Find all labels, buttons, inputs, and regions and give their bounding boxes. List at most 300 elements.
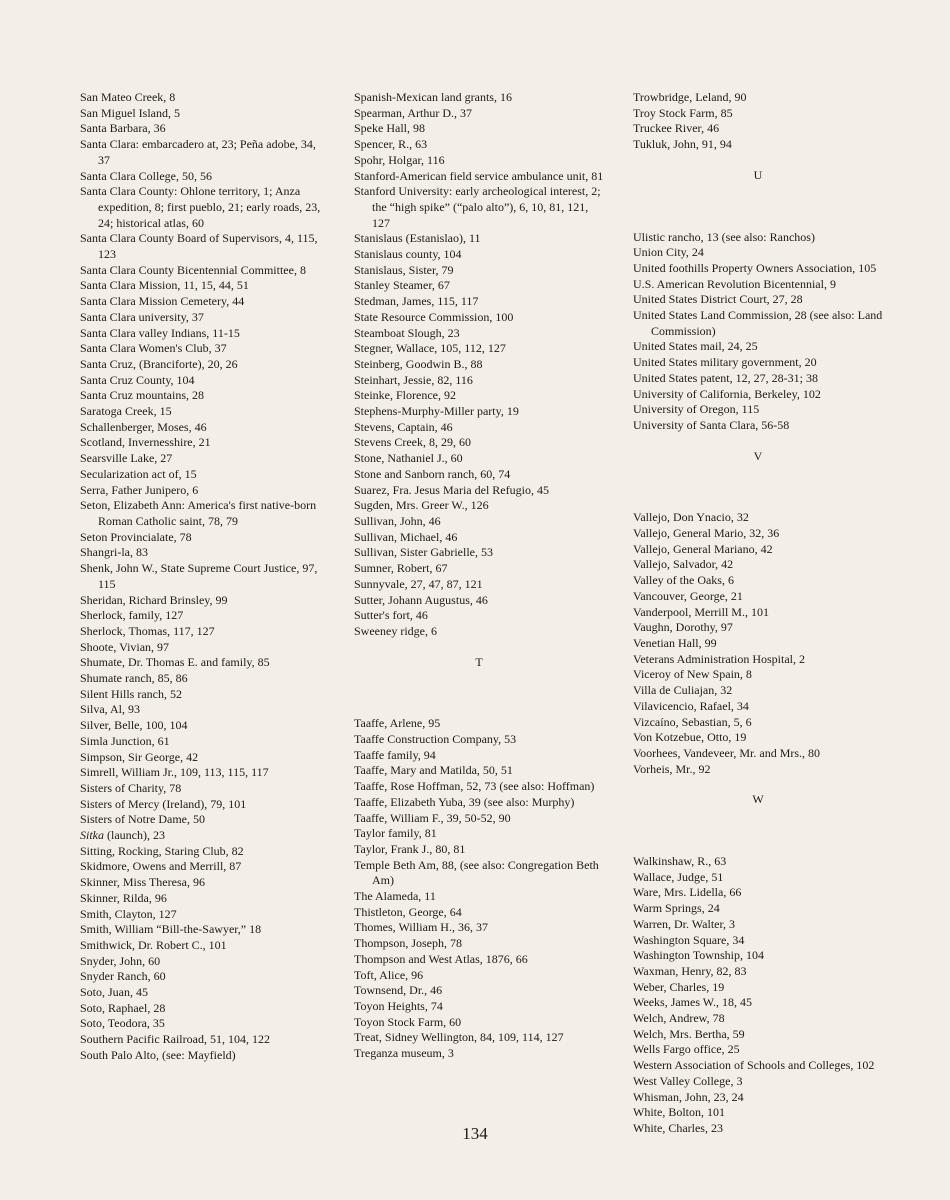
entry-text: Temple Beth Am, 88, (see also: Congregation Beth Am) [354, 857, 599, 888]
index-entry [354, 983, 604, 999]
entry-text: Sumner, Robert, 67 [354, 561, 448, 576]
entry-text: United States Land Commission, 28 (see also: Land Commission) [633, 308, 883, 338]
index-entry [80, 734, 330, 750]
index-entry [354, 608, 604, 624]
index-entry [633, 854, 883, 870]
index-entry [633, 933, 883, 949]
index-entry [80, 278, 330, 294]
entry-text: Toyon Heights, 74 [354, 998, 443, 1013]
index-entry [633, 1074, 883, 1090]
index-column-1 [80, 90, 330, 1064]
entry-text: Secularization act of, 15 [80, 466, 197, 481]
index-entry [80, 1016, 330, 1032]
index-entry [354, 451, 604, 467]
entry-text: Sullivan, Sister Gabrielle, 53 [354, 545, 493, 560]
entry-text: Steamboat Slough, 23 [354, 325, 460, 340]
entry-text: Sutter's fort, 46 [354, 608, 428, 623]
entry-text: South Palo Alto, (see: Mayfield) [80, 1047, 236, 1062]
index-entry [354, 842, 604, 858]
entry-text: Smith, William “Bill-the-Sawyer,” 18 [80, 922, 262, 937]
index-entry [354, 153, 604, 169]
entry-text: Stegner, Wallace, 105, 112, 127 [354, 341, 506, 356]
index-entry [80, 137, 330, 168]
index-entry [80, 231, 330, 262]
entry-text: Vilavicencio, Rafael, 34 [633, 698, 749, 713]
index-entry [354, 121, 604, 137]
index-entry [633, 542, 883, 558]
index-entry [80, 624, 330, 640]
index-entry [80, 326, 330, 342]
section-letter: U [753, 167, 763, 182]
index-entry [354, 231, 604, 247]
entry-text: Skidmore, Owens and Merrill, 87 [80, 859, 242, 874]
entry-text: Sherlock, Thomas, 117, 127 [80, 623, 215, 638]
entry-text: Troy Stock Farm, 85 [633, 105, 733, 120]
entry-text: U.S. American Revolution Bicentennial, 9 [633, 276, 836, 291]
entry-text: Santa Cruz mountains, 28 [80, 388, 204, 403]
index-column-2 [354, 90, 604, 1062]
index-entry [354, 278, 604, 294]
entry-text: Snyder, John, 60 [80, 953, 161, 968]
index-entry [354, 467, 604, 483]
entry-text: Santa Clara County: Ohlone territory, 1; Anza expedition, 8; first pueblo, 21; early roads, 23, 24; historical atlas, 60 [80, 184, 321, 230]
entry-text: Santa Clara valley Indians, 11-15 [80, 325, 240, 340]
entry-text: Steinke, Florence, 92 [354, 388, 456, 403]
index-entry [80, 341, 330, 357]
entry-text: Whisman, John, 23, 24 [633, 1089, 744, 1104]
entry-text: Vallejo, Salvador, 42 [633, 557, 734, 572]
entry-text: Sugden, Mrs. Greer W., 126 [354, 498, 489, 513]
index-entry [633, 620, 883, 636]
entry-text: Searsville Lake, 27 [80, 451, 173, 466]
index-entry [80, 530, 330, 546]
entry-text: Skinner, Miss Theresa, 96 [80, 875, 205, 890]
entry-text: Simrell, William Jr., 109, 113, 115, 117 [80, 765, 269, 780]
entry-text: Tukluk, John, 91, 94 [633, 137, 732, 152]
entry-text: Steinhart, Jessie, 82, 116 [354, 372, 473, 387]
index-entry [354, 388, 604, 404]
entry-text: Sunnyvale, 27, 47, 87, 121 [354, 576, 483, 591]
entry-text: Soto, Juan, 45 [80, 985, 149, 1000]
entry-text: Stanford-American field service ambulance unit, 81 [354, 168, 604, 183]
index-entry [633, 526, 883, 542]
entry-text: Valley of the Oaks, 6 [633, 573, 734, 588]
entry-text: Smith, Clayton, 127 [80, 906, 177, 921]
entry-text: University of Santa Clara, 56-58 [633, 417, 790, 432]
index-entry [354, 561, 604, 577]
entry-text: Treat, Sidney Wellington, 84, 109, 114, 127 [354, 1030, 564, 1045]
index-entry [80, 90, 330, 106]
entry-text: Western Association of Schools and Colleges, 102 [633, 1058, 875, 1073]
entry-text: Simla Junction, 61 [80, 733, 170, 748]
entry-text: Sutter, Johann Augustus, 46 [354, 592, 488, 607]
index-entry [354, 263, 604, 279]
index-entry [80, 640, 330, 656]
index-entry [354, 310, 604, 326]
entry-text: United States military government, 20 [633, 355, 817, 370]
index-entry [80, 875, 330, 891]
entry-text: Vallejo, General Mariano, 42 [633, 541, 773, 556]
index-entry [633, 339, 883, 355]
index-entry [80, 294, 330, 310]
index-entry [633, 418, 883, 434]
entry-text: Sullivan, John, 46 [354, 513, 441, 528]
index-entry [80, 420, 330, 436]
index-entry [354, 999, 604, 1015]
page-number: 134 [462, 1124, 488, 1143]
italic-title: Sitka [80, 828, 104, 843]
index-entry [354, 920, 604, 936]
entry-text: Silent Hills ranch, 52 [80, 686, 182, 701]
index-entry [633, 1042, 883, 1058]
entry-text: West Valley College, 3 [633, 1073, 743, 1088]
entry-text: Southern Pacific Railroad, 51, 104, 122 [80, 1032, 270, 1047]
index-entry [80, 687, 330, 703]
entry-text: Toft, Alice, 96 [354, 967, 424, 982]
entry-text: Thompson and West Atlas, 1876, 66 [354, 951, 528, 966]
index-entry [633, 1105, 883, 1121]
index-entry [354, 247, 604, 263]
index-entry [80, 891, 330, 907]
entry-text: Shumate ranch, 85, 86 [80, 671, 188, 686]
index-entry [354, 779, 604, 795]
index-entry [80, 373, 330, 389]
entry-text: Taylor family, 81 [354, 826, 437, 841]
index-entry [354, 530, 604, 546]
entry-text: Stephens-Murphy-Miller party, 19 [354, 404, 519, 419]
index-entry [80, 467, 330, 483]
entry-text: Wells Fargo office, 25 [633, 1042, 740, 1057]
index-entry [354, 905, 604, 921]
entry-text: San Miguel Island, 5 [80, 105, 180, 120]
entry-text: Shoote, Vivian, 97 [80, 639, 170, 654]
entry-text: State Resource Commission, 100 [354, 309, 514, 324]
entry-text: Toyon Stock Farm, 60 [354, 1014, 462, 1029]
entry-text: Truckee River, 46 [633, 121, 720, 136]
index-entry [354, 404, 604, 420]
entry-text: Saratoga Creek, 15 [80, 404, 172, 419]
index-entry [354, 936, 604, 952]
section-letter: V [753, 448, 763, 463]
index-entry [633, 715, 883, 731]
entry-text: Smithwick, Dr. Robert C., 101 [80, 937, 227, 952]
index-entry [354, 373, 604, 389]
index-entry [633, 1090, 883, 1106]
index-entry [80, 844, 330, 860]
index-entry [633, 699, 883, 715]
index-entry [633, 652, 883, 668]
index-entry [354, 90, 604, 106]
index-entry [80, 797, 330, 813]
entry-text: Ware, Mrs. Lidella, 66 [633, 885, 742, 900]
index-entry [633, 121, 883, 137]
entry-text: Scotland, Invernesshire, 21 [80, 435, 211, 450]
index-entry [80, 593, 330, 609]
entry-text: Shumate, Dr. Thomas E. and family, 85 [80, 655, 270, 670]
entry-text: Waxman, Henry, 82, 83 [633, 963, 747, 978]
index-entry [633, 964, 883, 980]
entry-text: Sisters of Mercy (Ireland), 79, 101 [80, 796, 247, 811]
index-entry [80, 985, 330, 1001]
index-entry [354, 498, 604, 514]
index-entry [80, 969, 330, 985]
entry-text: Ulistic rancho, 13 (see also: Ranchos) [633, 229, 815, 244]
index-entry [354, 1030, 604, 1046]
entry-text: Silver, Belle, 100, 104 [80, 718, 188, 733]
entry-text: Santa Cruz, (Branciforte), 20, 26 [80, 356, 238, 371]
entry-text: Schallenberger, Moses, 46 [80, 419, 207, 434]
index-entry [633, 355, 883, 371]
index-entry [633, 636, 883, 652]
index-entry [633, 245, 883, 261]
index-entry [354, 858, 604, 889]
index-entry [354, 811, 604, 827]
entry-text: Townsend, Dr., 46 [354, 983, 443, 998]
entry-text: Villa de Culiajan, 32 [633, 683, 733, 698]
index-entry [80, 608, 330, 624]
entry-text: Shenk, John W., State Supreme Court Justice, 97, 115 [80, 561, 318, 591]
index-entry [80, 121, 330, 137]
index-entry [80, 404, 330, 420]
index-entry [354, 1015, 604, 1031]
index-entry [80, 545, 330, 561]
index-entry [354, 545, 604, 561]
index-entry [80, 1001, 330, 1017]
index-entry [80, 828, 330, 844]
entry-text: Soto, Raphael, 28 [80, 1000, 166, 1015]
index-entry [80, 263, 330, 279]
entry-text: Taaffe, Elizabeth Yuba, 39 (see also: Murphy) [354, 794, 575, 809]
entry-text: Stone, Nathaniel J., 60 [354, 451, 463, 466]
entry-text: Treganza museum, 3 [354, 1046, 454, 1061]
entry-text: Taaffe, William F., 39, 50-52, 90 [354, 810, 511, 825]
index-entry [633, 746, 883, 762]
index-entry [80, 922, 330, 938]
entry-text: Silva, Al, 93 [80, 702, 141, 717]
index-entry [80, 718, 330, 734]
entry-text: Suarez, Fra. Jesus Maria del Refugio, 45 [354, 482, 549, 497]
index-entry [633, 261, 883, 277]
index-entry [80, 1032, 330, 1048]
entry-text: Stanislaus, Sister, 79 [354, 262, 454, 277]
entry-text: Stanford University: early archeological interest, 2; the “high spike” (“palo alto”), 6, 10, 81, 121, 127 [354, 184, 601, 230]
entry-text: Thistleton, George, 64 [354, 904, 462, 919]
entry-text: Sisters of Notre Dame, 50 [80, 812, 205, 827]
index-entry [354, 1046, 604, 1062]
entry-text: Trowbridge, Leland, 90 [633, 90, 747, 104]
index-entry [80, 702, 330, 718]
index-entry [80, 859, 330, 875]
entry-text: United States District Court, 27, 28 [633, 292, 803, 307]
index-entry [633, 557, 883, 573]
entry-text: Stanislaus (Estanislao), 11 [354, 231, 481, 246]
index-entry [354, 184, 604, 231]
entry-text: San Mateo Creek, 8 [80, 90, 176, 104]
entry-text: Vancouver, George, 21 [633, 588, 743, 603]
entry-text: Spanish-Mexican land grants, 16 [354, 90, 512, 104]
entry-text: Seton, Elizabeth Ann: America's first native-born Roman Catholic saint, 78, 79 [80, 498, 317, 528]
entry-text: Santa Clara university, 37 [80, 309, 204, 324]
entry-text: Vallejo, Don Ynacio, 32 [633, 510, 749, 525]
index-entry [354, 748, 604, 764]
index-entry [633, 137, 883, 153]
index-entry [633, 948, 883, 964]
index-entry [80, 561, 330, 592]
entry-text: Taaffe, Mary and Matilda, 50, 51 [354, 763, 513, 778]
entry-text: Thomes, William H., 36, 37 [354, 920, 488, 935]
index-entry [633, 1011, 883, 1027]
index-entry [80, 169, 330, 185]
index-entry [633, 402, 883, 418]
index-entry [633, 230, 883, 246]
entry-text: Stevens, Captain, 46 [354, 419, 453, 434]
entry-text: Stanislaus county, 104 [354, 247, 462, 262]
index-entry [80, 106, 330, 122]
index-entry [633, 885, 883, 901]
index-entry [80, 388, 330, 404]
index-entry [633, 510, 883, 526]
entry-text: Taaffe, Arlene, 95 [354, 716, 441, 731]
index-column-3 [633, 90, 883, 1137]
index-entry [80, 451, 330, 467]
entry-text: Santa Clara College, 50, 56 [80, 168, 212, 183]
index-entry [633, 980, 883, 996]
entry-text: Venetian Hall, 99 [633, 635, 717, 650]
entry-text: Sherlock, family, 127 [80, 608, 184, 623]
index-entry [354, 294, 604, 310]
entry-text: Santa Clara Mission, 11, 15, 44, 51 [80, 278, 249, 293]
entry-text: Washington Square, 34 [633, 932, 745, 947]
index-entry [633, 1058, 883, 1074]
entry-text: University of Oregon, 115 [633, 402, 760, 417]
entry-text: Taaffe Construction Company, 53 [354, 732, 517, 747]
index-entry [633, 106, 883, 122]
index-entry [633, 917, 883, 933]
section-letter: T [475, 654, 483, 669]
index-entry [354, 169, 604, 185]
index-entry [80, 498, 330, 529]
entry-text: Spohr, Holgar, 116 [354, 152, 445, 167]
entry-text: Veterans Administration Hospital, 2 [633, 651, 805, 666]
entry-text: Stanley Steamer, 67 [354, 278, 450, 293]
index-entry [80, 1048, 330, 1064]
entry-text: Sullivan, Michael, 46 [354, 529, 458, 544]
index-entry [354, 357, 604, 373]
entry-text: Snyder Ranch, 60 [80, 969, 166, 984]
index-entry [354, 732, 604, 748]
entry-text: Santa Clara County Bicentennial Committee, 8 [80, 262, 306, 277]
index-entry [633, 589, 883, 605]
entry-text: Voorhees, Vandeveer, Mr. and Mrs., 80 [633, 745, 821, 760]
index-entry [80, 435, 330, 451]
index-entry [80, 483, 330, 499]
entry-text: Weeks, James W., 18, 45 [633, 995, 753, 1010]
index-entry [354, 137, 604, 153]
index-entry [80, 812, 330, 828]
entry-text: Spearman, Arthur D., 37 [354, 105, 472, 120]
entry-text: Santa Clara County Board of Supervisors, 4, 115, 123 [80, 231, 318, 262]
entry-text: Von Kotzebue, Otto, 19 [633, 730, 747, 745]
entry-text: Vallejo, General Mario, 32, 36 [633, 526, 780, 541]
entry-text: Vaughn, Dorothy, 97 [633, 620, 733, 635]
entry-text: Santa Cruz County, 104 [80, 372, 195, 387]
index-entry [633, 387, 883, 403]
entry-text: Serra, Father Junipero, 6 [80, 482, 199, 497]
index-entry [633, 90, 883, 106]
entry-text: White, Bolton, 101 [633, 1105, 725, 1120]
index-entry [354, 624, 604, 640]
entry-text: Thompson, Joseph, 78 [354, 936, 462, 951]
entry-text: (launch), 23 [104, 828, 165, 843]
index-entry [80, 310, 330, 326]
index-entry [80, 954, 330, 970]
entry-text: Welch, Mrs. Bertha, 59 [633, 1026, 745, 1041]
index-entry [80, 907, 330, 923]
entry-text: Santa Barbara, 36 [80, 121, 166, 136]
index-entry [633, 870, 883, 886]
index-entry [633, 730, 883, 746]
index-entry [354, 889, 604, 905]
index-entry [633, 683, 883, 699]
entry-text: Stevens Creek, 8, 29, 60 [354, 435, 471, 450]
entry-text: Warren, Dr. Walter, 3 [633, 916, 735, 931]
index-entry [80, 671, 330, 687]
index-entry [633, 277, 883, 293]
index-entry [354, 326, 604, 342]
index-entry [354, 968, 604, 984]
entry-text: United States mail, 24, 25 [633, 339, 758, 354]
entry-text: Simpson, Sir George, 42 [80, 749, 199, 764]
index-entry [354, 952, 604, 968]
entry-text: Washington Township, 104 [633, 948, 764, 963]
section-letter: W [752, 792, 764, 807]
entry-text: Speke Hall, 98 [354, 121, 425, 136]
entry-text: Sisters of Charity, 78 [80, 780, 182, 795]
entry-text: Walkinshaw, R., 63 [633, 854, 727, 869]
entry-text: Wallace, Judge, 51 [633, 869, 724, 884]
index-entry [633, 995, 883, 1011]
index-entry [354, 577, 604, 593]
entry-text: Skinner, Rilda, 96 [80, 890, 167, 905]
entry-text: Viceroy of New Spain, 8 [633, 667, 752, 682]
index-entry [354, 593, 604, 609]
entry-text: The Alameda, 11 [354, 889, 436, 904]
entry-text: Stone and Sanborn ranch, 60, 74 [354, 466, 511, 481]
index-entry [633, 292, 883, 308]
entry-text: Shangri-la, 83 [80, 545, 148, 560]
index-entry [354, 341, 604, 357]
entry-text: Union City, 24 [633, 245, 704, 260]
index-entry [354, 435, 604, 451]
index-entry [354, 106, 604, 122]
index-entry [633, 371, 883, 387]
entry-text: Soto, Teodora, 35 [80, 1016, 165, 1031]
entry-text: Sheridan, Richard Brinsley, 99 [80, 592, 228, 607]
index-entry [354, 716, 604, 732]
entry-text: Sweeney ridge, 6 [354, 623, 437, 638]
index-entry [354, 514, 604, 530]
entry-text: Vanderpool, Merrill M., 101 [633, 604, 769, 619]
entry-text: United States patent, 12, 27, 28-31; 38 [633, 370, 818, 385]
index-entry [633, 762, 883, 778]
index-entry [354, 483, 604, 499]
index-entry [80, 765, 330, 781]
entry-text: University of California, Berkeley, 102 [633, 386, 821, 401]
entry-text: Stedman, James, 115, 117 [354, 294, 479, 309]
index-entry [633, 308, 883, 339]
index-entry [80, 357, 330, 373]
index-entry [633, 901, 883, 917]
